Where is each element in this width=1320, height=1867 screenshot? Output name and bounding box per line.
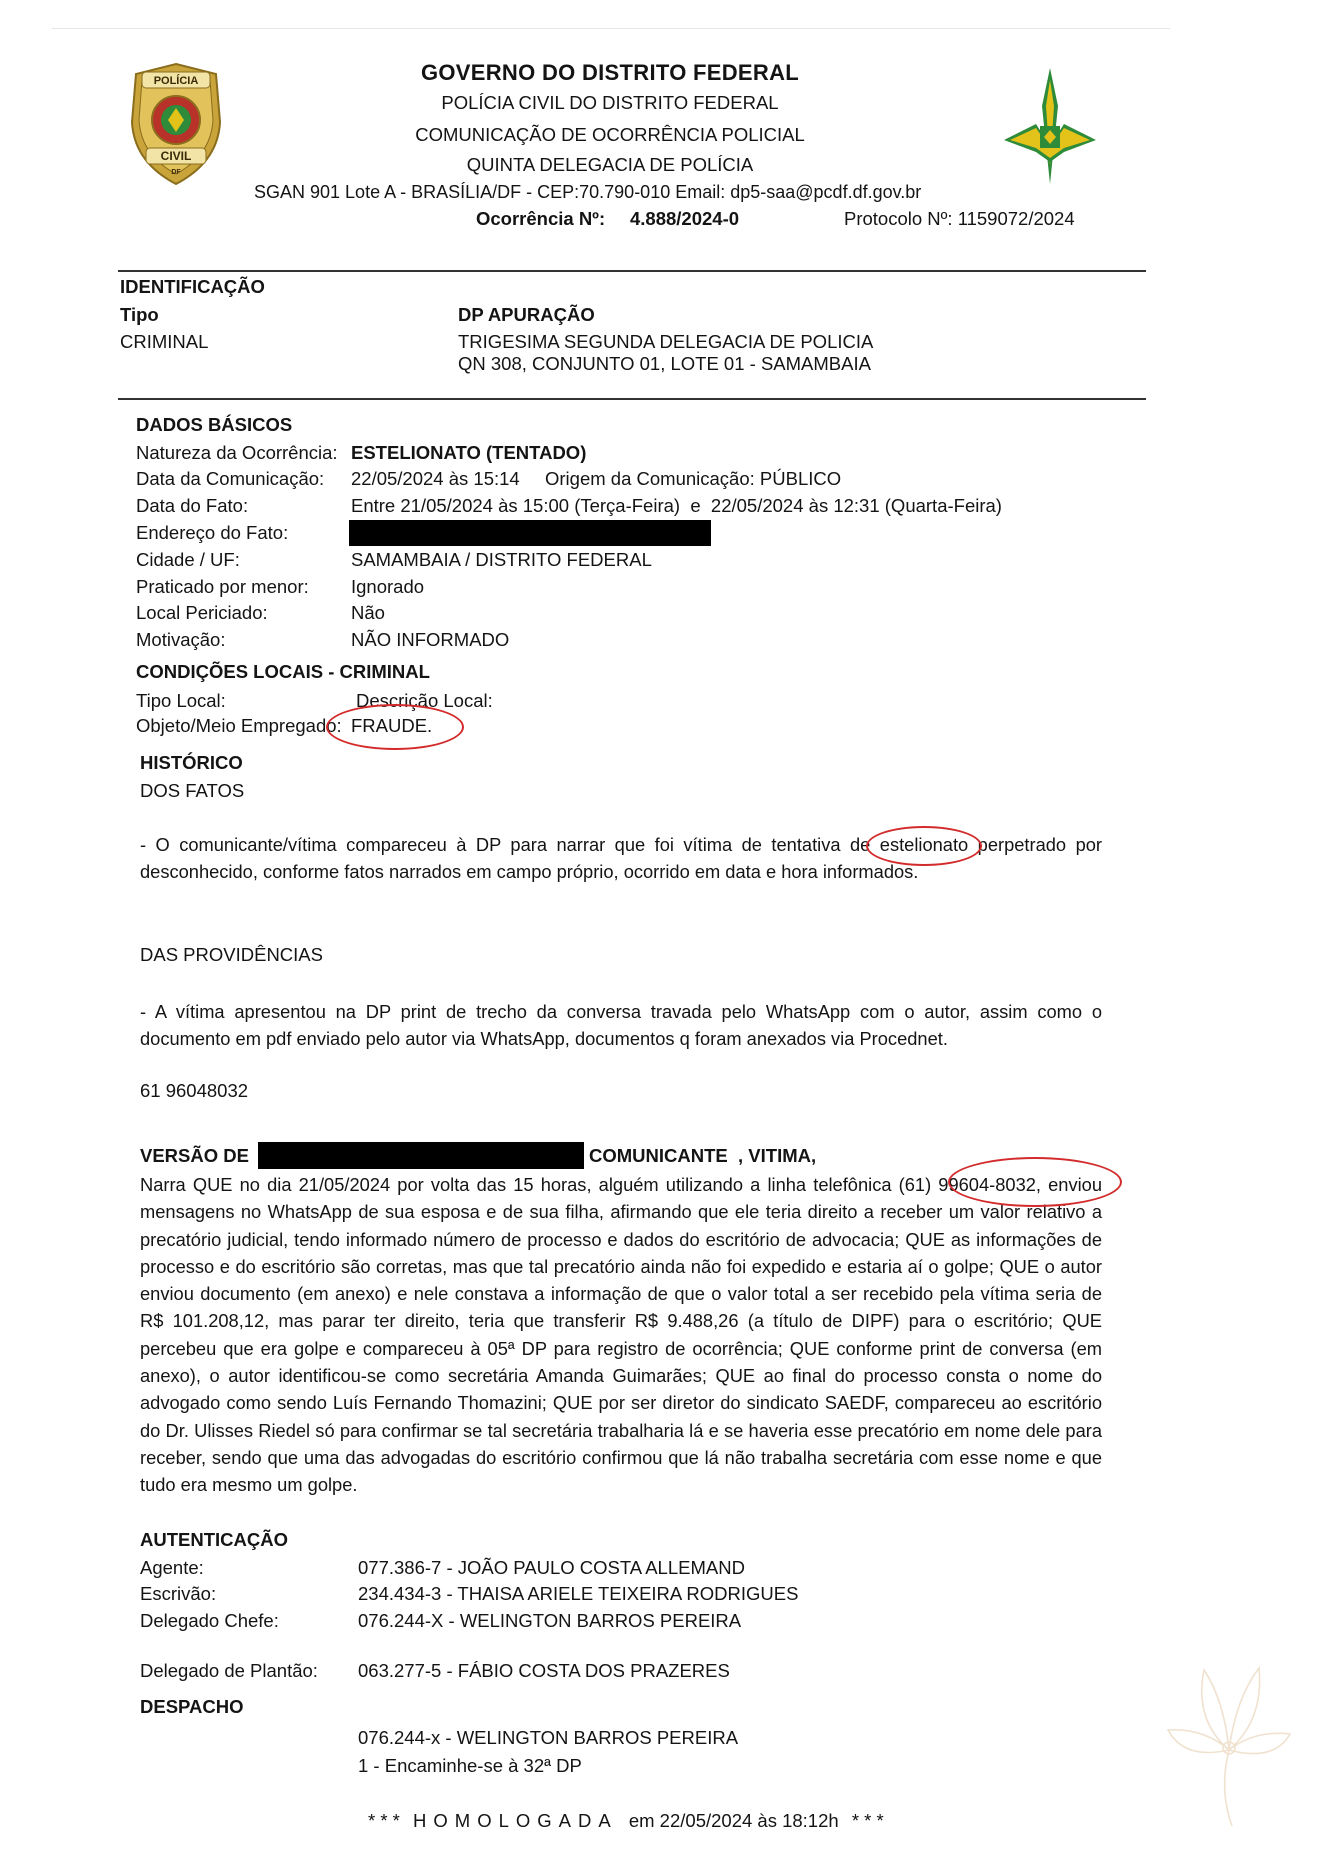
header-address: SGAN 901 Lote A - BRASÍLIA/DF - CEP:70.790-010 Email: dp5-saa@pcdf.df.gov.br	[254, 182, 922, 202]
motivacao-value: NÃO INFORMADO	[351, 629, 510, 650]
header-title: GOVERNO DO DISTRITO FEDERAL	[420, 60, 800, 85]
redacted-name	[258, 1142, 584, 1169]
section-divider	[118, 398, 1146, 400]
phone-number: 61 96048032	[140, 1080, 249, 1101]
cidade-label: Cidade / UF:	[136, 549, 240, 570]
police-badge-logo	[128, 62, 224, 186]
ocorrencia-number: 4.888/2024-0	[630, 208, 740, 229]
dp-apuracao-label: DP APURAÇÃO	[458, 304, 595, 325]
endereco-label: Endereço do Fato:	[136, 522, 289, 543]
condicoes-heading: CONDIÇÕES LOCAIS - CRIMINAL	[136, 661, 430, 682]
data-fato-label: Data do Fato:	[136, 495, 249, 516]
dos-fatos-title: DOS FATOS	[140, 780, 245, 801]
homologada-word: HOMOLOGADA	[413, 1810, 618, 1831]
providencias-title: DAS PROVIDÊNCIAS	[140, 944, 323, 965]
header-police: POLÍCIA CIVIL DO DISTRITO FEDERAL	[441, 92, 779, 113]
badge-text-top: POLÍCIA	[153, 75, 199, 87]
menor-value: Ignorado	[351, 576, 425, 597]
data-comunicacao-value: 22/05/2024 às 15:14	[351, 468, 520, 489]
dp-apuracao-address: QN 308, CONJUNTO 01, LOTE 01 - SAMAMBAIA	[458, 353, 871, 374]
header-delegacia: QUINTA DELEGACIA DE POLÍCIA	[466, 154, 754, 175]
annotation-circle-estelionato	[866, 826, 982, 866]
homologada-date: em 22/05/2024 às 18:12h	[628, 1810, 839, 1831]
menor-label: Praticado por menor:	[136, 576, 309, 597]
objeto-value: FRAUDE.	[351, 715, 433, 736]
section-divider	[118, 270, 1146, 272]
origem-comunicacao: Origem da Comunicação: PÚBLICO	[545, 468, 842, 489]
despacho-signer: 076.244-x - WELINGTON BARROS PEREIRA	[358, 1727, 739, 1748]
annotation-circle-phone	[948, 1157, 1122, 1207]
protocolo-number: Protocolo Nº: 1159072/2024	[844, 208, 1075, 229]
df-emblem-logo	[1000, 66, 1100, 186]
versao-prefix: VERSÃO DE	[140, 1145, 249, 1166]
cidade-value: SAMAMBAIA / DISTRITO FEDERAL	[351, 549, 652, 570]
dp-apuracao-name: TRIGESIMA SEGUNDA DELEGACIA DE POLICIA	[458, 331, 874, 352]
header-document-type: COMUNICAÇÃO DE OCORRÊNCIA POLICIAL	[415, 124, 805, 145]
data-comunicacao-label: Data da Comunicação:	[136, 468, 325, 489]
ocorrencia-label: Ocorrência Nº:	[476, 208, 606, 229]
data-fato-value: Entre 21/05/2024 às 15:00 (Terça-Feira) e 22/05/2024 às 12:31 (Quarta-Feira)	[351, 495, 1002, 516]
redacted-address	[349, 520, 711, 546]
footer-stars-start: * * *	[368, 1810, 400, 1831]
annotation-circle-fraude	[326, 704, 464, 750]
objeto-label: Objeto/Meio Empregado:	[136, 715, 342, 736]
natureza-label: Natureza da Ocorrência:	[136, 442, 338, 463]
dados-basicos-heading: DADOS BÁSICOS	[136, 414, 293, 435]
identificacao-heading: IDENTIFICAÇÃO	[120, 276, 265, 297]
delegado-chefe-value: 076.244-X - WELINGTON BARROS PEREIRA	[358, 1610, 742, 1631]
natureza-value: ESTELIONATO (TENTADO)	[351, 442, 587, 463]
tipo-local-label: Tipo Local:	[136, 690, 226, 711]
providencias-text: - A vítima apresentou na DP print de trecho da conversa travada pelo WhatsApp com o autor, assim como o documento em pdf enviado pelo autor via WhatsApp, documentos q foram anexados via Procednet.	[140, 1001, 1102, 1050]
descricao-local-label: Descrição Local:	[356, 690, 493, 711]
historico-heading: HISTÓRICO	[140, 752, 243, 773]
homologada-line	[368, 1810, 884, 1832]
motivacao-label: Motivação:	[136, 629, 226, 650]
despacho-instruction: 1 - Encaminhe-se à 32ª DP	[358, 1755, 582, 1776]
periciado-label: Local Periciado:	[136, 602, 268, 623]
flower-watermark	[1164, 1650, 1294, 1830]
badge-text-bottom: CIVIL	[160, 149, 192, 163]
autenticacao-heading: AUTENTICAÇÃO	[140, 1529, 288, 1550]
tipo-label: Tipo	[120, 304, 159, 325]
delegado-chefe-label: Delegado Chefe:	[140, 1610, 279, 1631]
dos-fatos-text: - O comunicante/vítima compareceu à DP para narrar que foi vítima de tentativa de estelionato perpetrado por desconhecido, conforme fatos narrados em campo próprio, ocorrido em data e hora informados.	[140, 834, 1102, 883]
top-border-line	[52, 28, 1170, 29]
agente-value: 077.386-7 - JOÃO PAULO COSTA ALLEMAND	[358, 1557, 745, 1578]
versao-suffix: COMUNICANTE , VITIMA,	[589, 1145, 817, 1166]
despacho-heading: DESPACHO	[140, 1696, 244, 1717]
delegado-plantao-label: Delegado de Plantão:	[140, 1660, 318, 1681]
versao-text: Narra QUE no dia 21/05/2024 por volta das 15 horas, alguém utilizando a linha telefônica (61) 99604-8032, enviou mensagens no WhatsApp de sua esposa e de sua filha, afirmando que ele teria direito a receber um valor relativo a precatório judicial, tendo informado número de processo e dados do escritório de advocacia; QUE as informações de processo e do escritório são corretas, mas que tal precatório ainda não foi expedido e estaria aí o golpe; QUE o autor enviou documento (em anexo) e nele constava a informação de que o valor total a ser recebido pela vítima seria de R$ 101.208,12, mas parar ter direito, teria que transferir R$ 9.488,26 (a título de DIPF) para o escritório; QUE percebeu que era golpe e compareceu à 05ª DP para registro de ocorrência; QUE conforme print de conversa (em anexo), o autor identificou-se como secretária Amanda Guimarães; QUE ao final do processo consta o nome do advogado como sendo Luís Fernando Thomazini; QUE por ser diretor do sindicato SAEDF, compareceu ao escritório do Dr. Ulisses Riedel só para confirmar se tal secretária trabalharia lá e se haveria esse precatório em nome dele para receber, sendo que uma das advogadas do escritório confirmou que lá não trabalha secretária com esse nome e que tudo era mesmo um golpe.	[140, 1174, 1102, 1496]
periciado-value: Não	[351, 602, 385, 623]
escrivao-value: 234.434-3 - THAISA ARIELE TEIXEIRA RODRIGUES	[358, 1583, 799, 1604]
badge-text-df: DF	[171, 169, 181, 176]
escrivao-label: Escrivão:	[140, 1583, 217, 1604]
delegado-plantao-value: 063.277-5 - FÁBIO COSTA DOS PRAZERES	[358, 1660, 730, 1681]
agente-label: Agente:	[140, 1557, 204, 1578]
footer-stars-end: * * *	[851, 1810, 884, 1831]
tipo-value: CRIMINAL	[120, 331, 209, 352]
